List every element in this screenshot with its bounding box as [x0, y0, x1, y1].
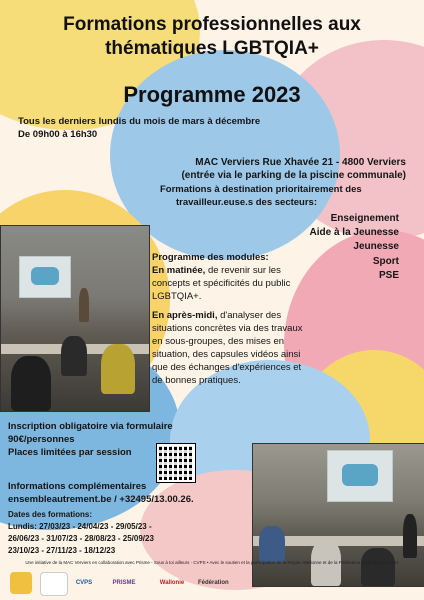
participant [61, 336, 87, 376]
program-text: de bonnes pratiques. [152, 375, 241, 386]
cvps-logo: CVPS [75, 580, 93, 586]
program-text: en sous-groupes, des mises en [152, 336, 285, 347]
dates-line: Lundis: 27/03/23 - 24/04/23 - 29/05/23 - [8, 522, 152, 531]
wallonie-logo: Wallonie [159, 580, 185, 586]
registration-limited: Places limitées par session [8, 447, 132, 458]
audience-intro-2: travailleur.euse.s des secteurs: [176, 197, 317, 208]
page-title-line-1: Formations professionnelles aux [63, 14, 361, 35]
dates-heading: Dates des formations: [8, 510, 93, 519]
schedule-months: Tous les derniers lundis du mois de mars à décembre [18, 116, 261, 127]
program-text: concepts et spécificités du public [152, 278, 291, 289]
program-text: situations concrètes via des travaux [152, 323, 303, 334]
audience-intro: Formations à destination prioritairement des [160, 184, 362, 195]
schedule-hours: De 09h00 à 16h30 [18, 129, 98, 140]
prisme-logo: PRISME [112, 580, 136, 586]
projection-screen [327, 450, 393, 502]
info-contact[interactable]: ensembleautrement.be / +32495/13.00.26. [8, 494, 194, 505]
participant [361, 548, 395, 586]
program-afternoon-line [152, 310, 281, 322]
program-text: d'analyser des [217, 310, 282, 321]
program-morning-label: En matinée, [152, 265, 206, 276]
participant [259, 526, 285, 562]
sector-item: PSE [378, 270, 399, 281]
mac-logo-icon [10, 572, 32, 594]
sous-a-toi-logo-icon [40, 572, 68, 596]
registration-required: Inscription obligatoire via formulaire [8, 421, 173, 432]
projection-screen [19, 256, 71, 298]
participant [101, 344, 135, 394]
qr-code-icon[interactable] [157, 444, 195, 482]
training-photo-1 [0, 225, 150, 412]
sector-item: Enseignement [330, 213, 399, 224]
sector-item: Jeunesse [353, 241, 399, 252]
page-title-line-2: thématiques LGBTQIA+ [105, 38, 319, 59]
participant [79, 288, 89, 322]
footer-credits: Une initiative de la MAC Verviers en collaboration avec Prisme - Sous à toi ailleurs · CVPS • Avec le soutien et la participation de la Région Wallonne et de la Fédération Wallonie-Bruxelles [25, 560, 399, 565]
sector-item: Aide à la Jeunesse [309, 227, 399, 238]
program-text: que des échanges d'expériences et [152, 362, 302, 373]
federation-logo: Fédération [198, 580, 229, 586]
dates-line: 23/10/23 - 27/11/23 - 18/12/23 [8, 546, 116, 555]
location-note: (entrée via le parking de la piscine communale) [181, 170, 406, 181]
program-morning-line [152, 265, 281, 277]
program-afternoon-label: En après-midi, [152, 310, 218, 321]
program-heading: Programme des modules: [152, 252, 269, 263]
participant [403, 514, 417, 558]
program-text: de revenir sur les [205, 265, 281, 276]
location-address: MAC Verviers Rue Xhavée 21 - 4800 Verviers [195, 157, 406, 168]
sector-item: Sport [372, 256, 399, 267]
program-text: LGBTQIA+. [152, 291, 202, 302]
program-text: situation, des capsules vidéos ainsi [152, 349, 301, 360]
program-year-title: Programme 2023 [123, 82, 301, 107]
registration-price: 90€/personnes [8, 434, 75, 445]
info-heading: Informations complémentaires [8, 481, 147, 492]
dates-line: 26/06/23 - 31/07/23 - 28/08/23 - 25/09/23 [8, 534, 154, 543]
participant [11, 356, 51, 411]
